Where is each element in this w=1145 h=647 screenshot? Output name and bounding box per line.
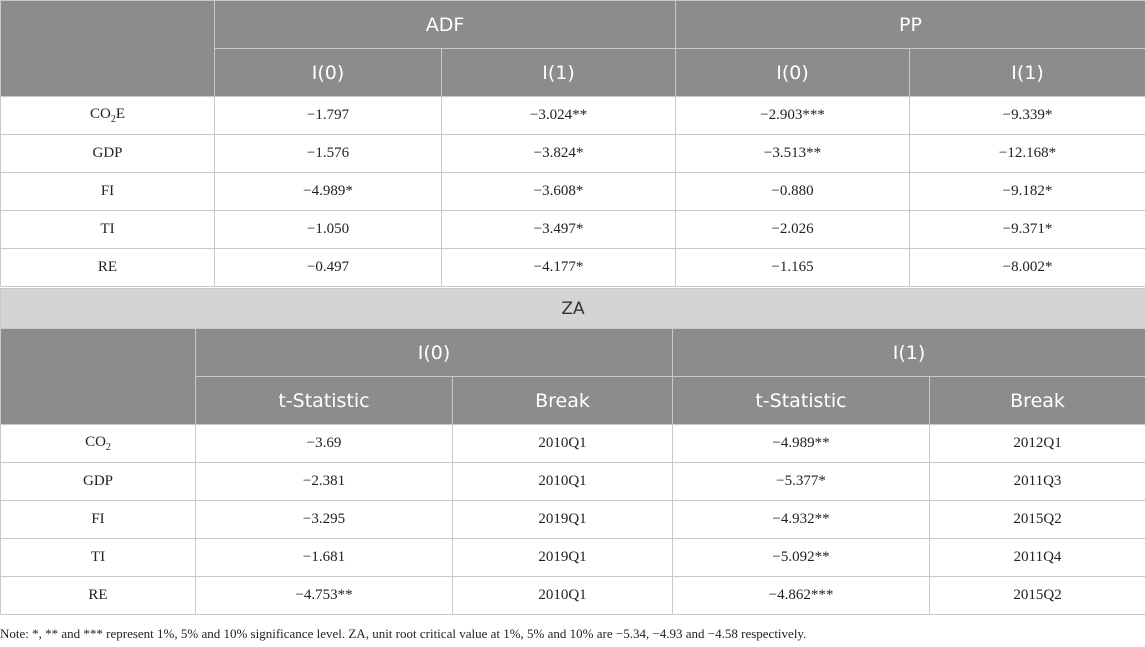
table-cell: −1.681 <box>196 539 453 577</box>
table-row <box>1 463 1145 501</box>
table-row <box>1 539 1145 577</box>
table-cell: −4.989* <box>215 173 442 211</box>
pp-i0-header: I(0) <box>676 49 910 97</box>
table-cell: −4.932** <box>673 501 930 539</box>
row-label: TI <box>1 539 196 577</box>
table-cell: −3.69 <box>196 425 453 463</box>
za-tstat-header: t-Statistic <box>196 377 453 425</box>
table-cell: 2011Q3 <box>930 463 1145 501</box>
table-cell: 2015Q2 <box>930 501 1145 539</box>
table-row <box>1 211 1145 249</box>
table-row <box>1 501 1145 539</box>
table-row <box>1 173 1145 211</box>
table-row <box>1 577 1145 615</box>
table-cell: −5.092** <box>673 539 930 577</box>
table-cell: −4.177* <box>442 249 676 287</box>
za-tstat-header: t-Statistic <box>673 377 930 425</box>
table-row <box>1 97 1145 135</box>
table-cell: −2.381 <box>196 463 453 501</box>
table-cell: −12.168* <box>910 135 1145 173</box>
table-row <box>1 425 1145 463</box>
table-cell: 2012Q1 <box>930 425 1145 463</box>
table-cell: −1.576 <box>215 135 442 173</box>
za-break-header: Break <box>930 377 1145 425</box>
corner-header <box>1 1 215 97</box>
table-cell: −2.026 <box>676 211 910 249</box>
table-cell: −9.371* <box>910 211 1145 249</box>
table-row <box>1 135 1145 173</box>
row-label: GDP <box>1 135 215 173</box>
row-label: RE <box>1 577 196 615</box>
table-cell: −3.295 <box>196 501 453 539</box>
table-cell: −1.165 <box>676 249 910 287</box>
table-cell: 2019Q1 <box>453 539 673 577</box>
pp-i1-header: I(1) <box>910 49 1145 97</box>
table-cell: −4.989** <box>673 425 930 463</box>
table-cell: 2011Q4 <box>930 539 1145 577</box>
za-title: ZA <box>1 289 1145 329</box>
pp-header: PP <box>676 1 1145 49</box>
table-cell: −0.497 <box>215 249 442 287</box>
row-label: RE <box>1 249 215 287</box>
table-cell: −3.824* <box>442 135 676 173</box>
adf-i1-header: I(1) <box>442 49 676 97</box>
table-cell: −1.050 <box>215 211 442 249</box>
table-cell: −3.497* <box>442 211 676 249</box>
table-cell: −2.903*** <box>676 97 910 135</box>
corner-header <box>1 329 196 425</box>
table-cell: 2010Q1 <box>453 463 673 501</box>
adf-header: ADF <box>215 1 676 49</box>
table-cell: −4.753** <box>196 577 453 615</box>
table-cell: −9.182* <box>910 173 1145 211</box>
table-row <box>1 249 1145 287</box>
table-cell: −3.513** <box>676 135 910 173</box>
table-cell: −5.377* <box>673 463 930 501</box>
row-label: $CO_2$ <box>1 425 196 463</box>
row-label: TI <box>1 211 215 249</box>
table-cell: −3.024** <box>442 97 676 135</box>
table-cell: −9.339* <box>910 97 1145 135</box>
table-cell: −4.862*** <box>673 577 930 615</box>
table-cell: −3.608* <box>442 173 676 211</box>
za-i1-header: I(1) <box>673 329 1145 377</box>
table-cell: −8.002* <box>910 249 1145 287</box>
row-label: $CO_2E$ <box>1 97 215 135</box>
row-label: GDP <box>1 463 196 501</box>
row-label: FI <box>1 173 215 211</box>
table-cell: −0.880 <box>676 173 910 211</box>
za-i0-header: I(0) <box>196 329 673 377</box>
za-table <box>0 288 1145 615</box>
table-cell: −1.797 <box>215 97 442 135</box>
table-cell: 2015Q2 <box>930 577 1145 615</box>
table-cell: 2019Q1 <box>453 501 673 539</box>
table-cell: 2010Q1 <box>453 425 673 463</box>
adf-pp-table <box>0 0 1145 287</box>
table-cell: 2010Q1 <box>453 577 673 615</box>
table-note: Note: *, ** and *** represent 1%, 5% and 10% significance level. ZA, unit root critical value at 1%, 5% and 10% are −5.34, −4.93 and −4.58 respectively. <box>0 626 807 641</box>
row-label: FI <box>1 501 196 539</box>
adf-i0-header: I(0) <box>215 49 442 97</box>
za-break-header: Break <box>453 377 673 425</box>
